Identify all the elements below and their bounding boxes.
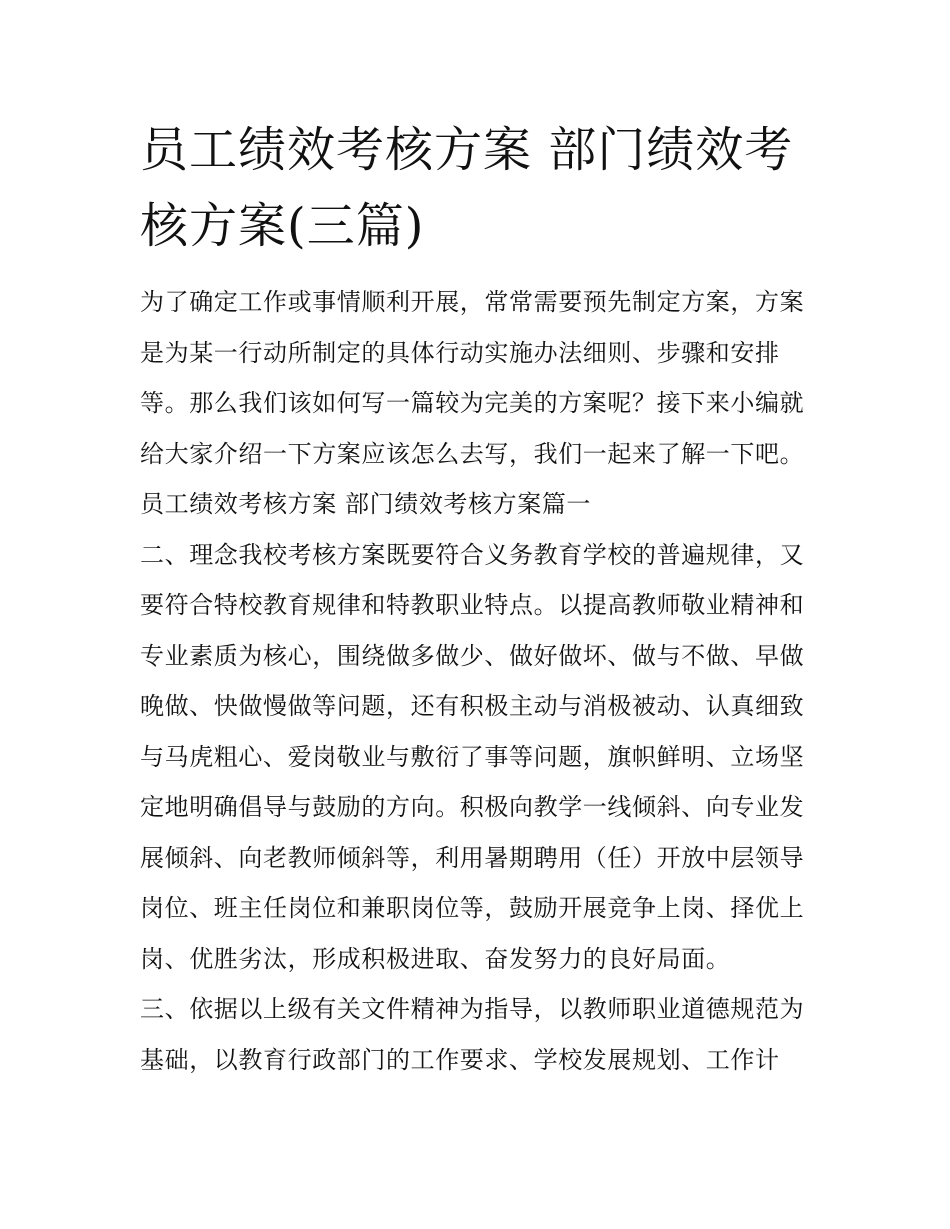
paragraph-line: 与马虎粗心、爱岗敬业与敷衍了事等问题，旗帜鲜明、立场坚 (140, 742, 805, 771)
paragraph-line: 定地明确倡导与鼓励的方向。积极向教学一线倾斜、向专业发 (140, 793, 805, 821)
paragraph-line: 三、依据以上级有关文件精神为指导，以教师职业道德规范为 (140, 995, 805, 1023)
paragraph-line: 基础，以教育行政部门的工作要求、学校发展规划、工作计 (140, 1045, 780, 1074)
paragraph-line: 二、理念我校考核方案既要符合义务教育学校的普遍规律，又 (140, 540, 805, 569)
paragraph-line: 是为某一行动所制定的具体行动实施办法细则、步骤和安排 (140, 338, 780, 367)
title-line-1: 员工绩效考核方案 部门绩效考 (140, 122, 794, 178)
paragraph-line: 晚做、快做慢做等问题，还有积极主动与消极被动、认真细致 (140, 692, 805, 720)
paragraph-line: 岗、优胜劣汰，形成积极进取、奋发努力的良好局面。 (140, 944, 731, 973)
paragraph-line: 给大家介绍一下方案应该怎么去写，我们一起来了解一下吧。 (140, 439, 805, 468)
title-line-2: 核方案(三篇) (140, 198, 425, 254)
paragraph-line: 要符合特校教育规律和特教职业特点。以提高教师敬业精神和 (140, 591, 805, 619)
document-title (140, 112, 820, 264)
document-body (140, 277, 820, 1085)
paragraph-line: 专业素质为核心，围绕做多做少、做好做坏、做与不做、早做 (140, 641, 805, 670)
paragraph-line: 岗位、班主任岗位和兼职岗位等，鼓励开展竞争上岗、择优上 (140, 894, 805, 922)
paragraph-line: 为了确定工作或事情顺利开展，常常需要预先制定方案，方案 (140, 288, 805, 316)
section-heading: 员工绩效考核方案 部门绩效考核方案篇一 (140, 490, 592, 518)
paragraph-line: 等。那么我们该如何写一篇较为完美的方案呢？接下来小编就 (140, 389, 805, 417)
paragraph-line: 展倾斜、向老教师倾斜等，利用暑期聘用（任）开放中层领导 (140, 843, 805, 872)
